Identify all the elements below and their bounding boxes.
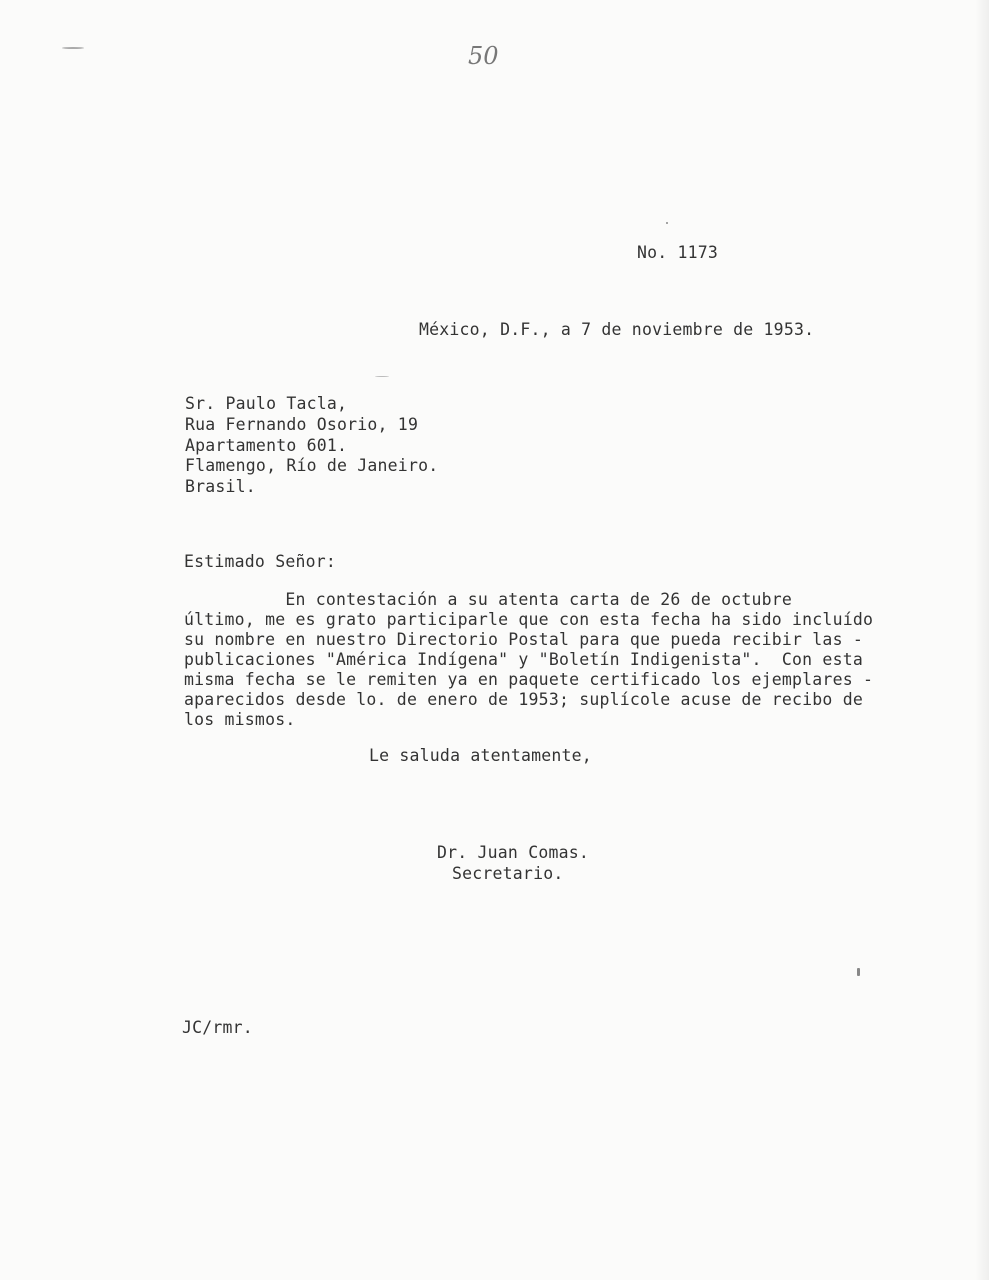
body-line: publicaciones "América Indígena" y "Boletín Indigenista". Con esta xyxy=(184,650,863,669)
recipient-country: Brasil. xyxy=(185,477,256,496)
page-edge-shadow xyxy=(975,0,989,1280)
closing-line: Le saluda atentamente, xyxy=(369,746,592,765)
body-line: aparecidos desde lo. de enero de 1953; suplícole acuse de recibo de xyxy=(184,690,863,709)
body-line: último, me es grato participarle que con esta fecha ha sido incluído xyxy=(184,610,874,629)
recipient-city: Flamengo, Río de Janeiro. xyxy=(185,456,439,475)
recipient-apartment: Apartamento 601. xyxy=(185,436,348,455)
paper-mark xyxy=(666,222,668,224)
salutation: Estimado Señor: xyxy=(184,552,337,571)
handwritten-page-number: 50 xyxy=(468,42,499,70)
body-line: su nombre en nuestro Directorio Postal para que pueda recibir las - xyxy=(184,630,863,649)
paper-mark xyxy=(62,47,84,49)
recipient-street: Rua Fernando Osorio, 19 xyxy=(185,415,419,434)
letter-number: No. 1173 xyxy=(637,243,719,262)
paper-mark xyxy=(375,376,389,377)
signatory-name: Dr. Juan Comas. xyxy=(437,843,590,862)
signatory-title: Secretario. xyxy=(452,864,564,883)
place-date-line: México, D.F., a 7 de noviembre de 1953. xyxy=(419,320,815,339)
body-line: los mismos. xyxy=(184,710,296,729)
body-paragraph xyxy=(184,590,974,730)
reference-initials: JC/rmr. xyxy=(182,1018,253,1037)
recipient-name: Sr. Paulo Tacla, xyxy=(185,394,348,413)
paper-mark xyxy=(857,968,860,976)
body-line: En contestación a su atenta carta de 26 de octubre xyxy=(184,590,793,609)
body-line: misma fecha se le remiten ya en paquete certificado los ejemplares - xyxy=(184,670,874,689)
